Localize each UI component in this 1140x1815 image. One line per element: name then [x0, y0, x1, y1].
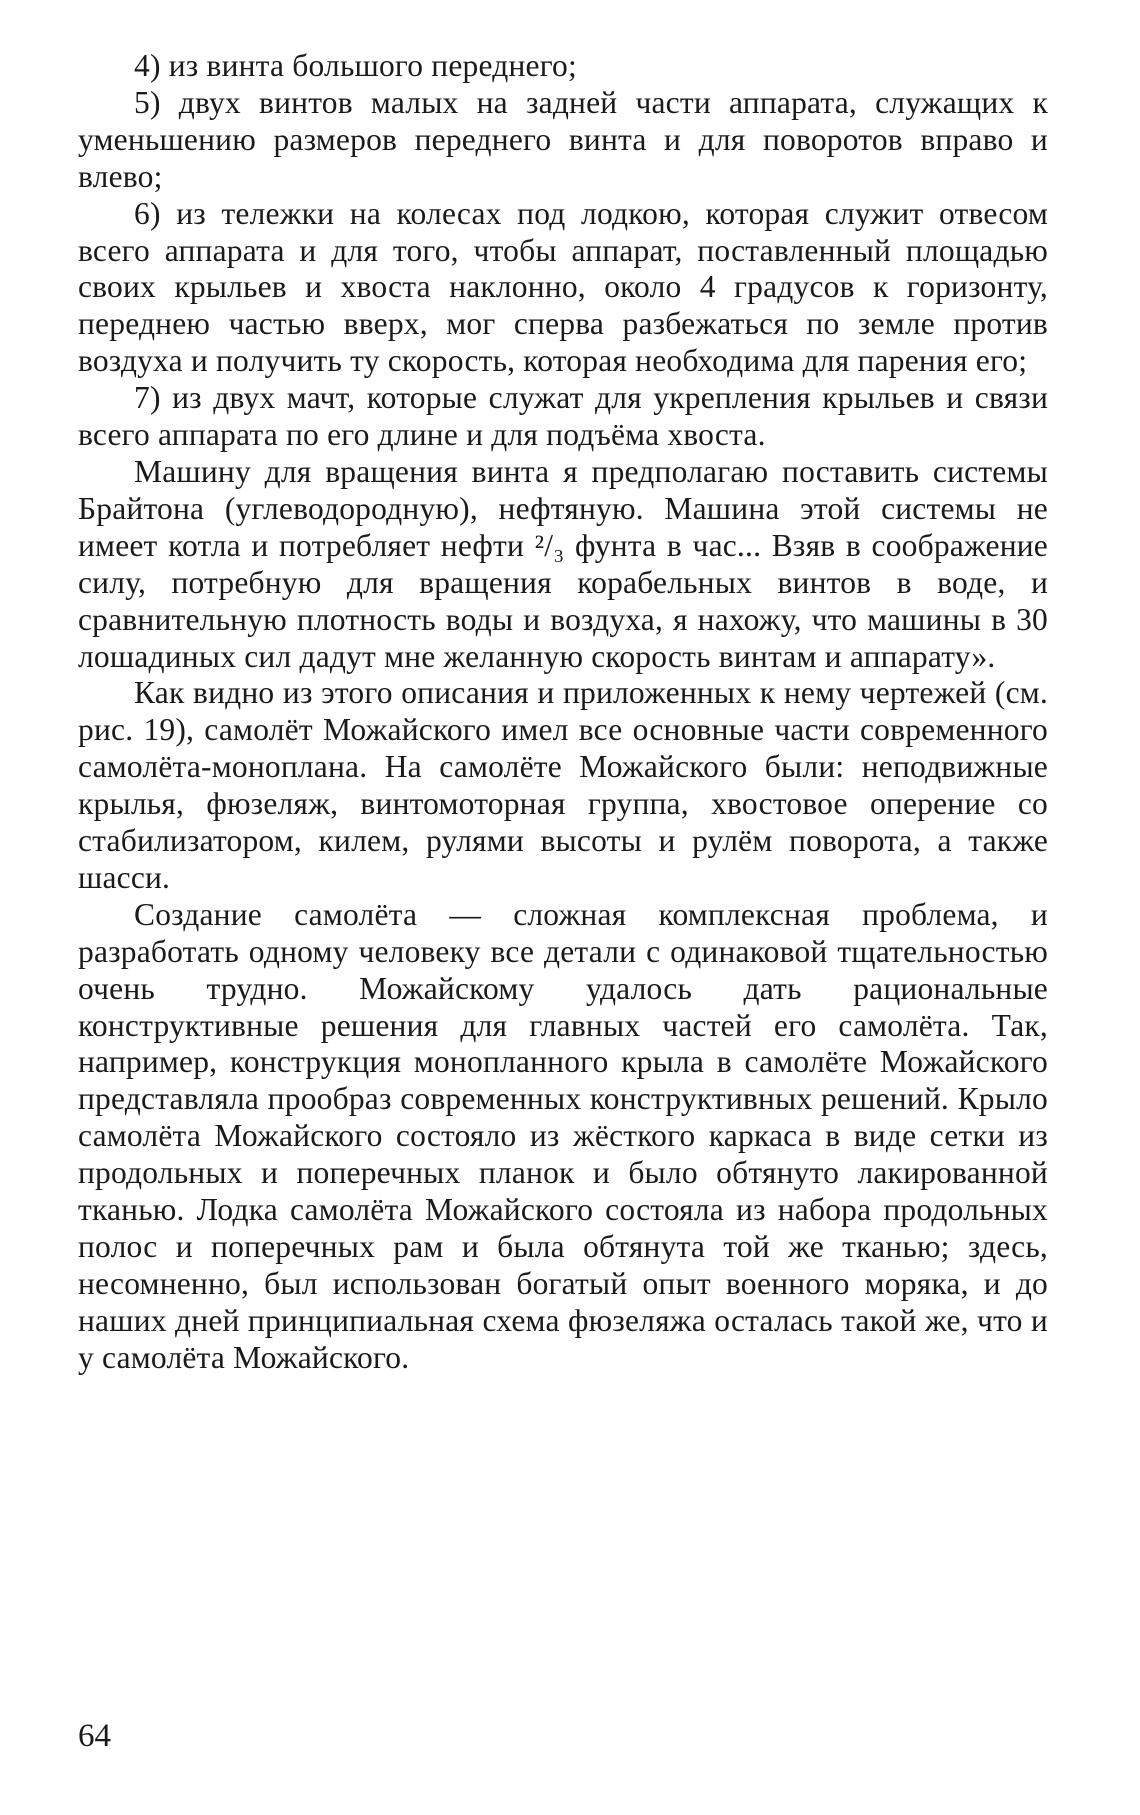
paragraph-item-5: 5) двух винтов малых на задней части аппарата, служащих к уменьшению размеров переднего винта и для поворотов вправо и влево;: [78, 84, 1048, 194]
paragraph-item-6: 6) из тележки на колесах под лодкою, которая служит отвесом всего аппарата и для того, чтобы аппарат, поставленный площадью своих крыльев и хвоста наклонно, около 4 градусов к горизонту, переднею частью вверх, мог сперва разбежаться по земле против воздуха и получить ту скорость, которая необходима для парения его;: [78, 195, 1048, 379]
paragraph-item-4: 4) из винта большого переднего;: [134, 48, 577, 83]
page-text-block: [78, 48, 1048, 1377]
paragraph-construction: Создание самолёта — сложная комплексная проблема, и разработать одному человеку все детали с одинаковой тщательностью очень трудно. Можайскому удалось дать рациональные конструктивные решения для главных частей его самолёта. Так, например, конструкция монопланного крыла в самолёте Можайского представляла прообраз современных конструктивных решений. Крыло самолёта Можайского состояло из жёсткого каркаса в виде сетки из продольных и поперечных планок и было обтянуто лакированной тканью. Лодка самолёта Можайского состояла из набора продольных полос и поперечных рам и была обтянута той же тканью; здесь, несомненно, был использован богатый опыт военного моряка, и до наших дней принципиальная схема фюзеляжа осталась такой же, что и у самолёта Можайского.: [78, 896, 1048, 1375]
page-number: 64: [78, 1718, 111, 1754]
paragraph-item-7: 7) из двух мачт, которые служат для укрепления крыльев и связи всего аппарата по его длине и для подъёма хвоста.: [78, 380, 1048, 453]
paragraph-description: Как видно из этого описания и приложенных к нему чертежей (см. рис. 19), самолёт Можайского имел все основные части современного самолёта-моноплана. На самолёте Можайского были: неподвижные крылья, фюзеляж, винтомоторная группа, хвостовое оперение со стабилизатором, килем, рулями высоты и рулём поворота, а также шасси.: [78, 675, 1048, 895]
paragraph-engine: Машину для вращения винта я предполагаю поставить системы Брайтона (углеводородную), нефтяную. Машина этой системы не имеет котла и потребляет нефти ²/₃ фунта в час... Взяв в соображение силу, потребную для вращения корабельных винтов в воде, и сравнительную плотность воды и воздуха, я нахожу, что машины в 30 лошадиных сил дадут мне желанную скорость винтам и аппарату».: [78, 453, 1048, 674]
